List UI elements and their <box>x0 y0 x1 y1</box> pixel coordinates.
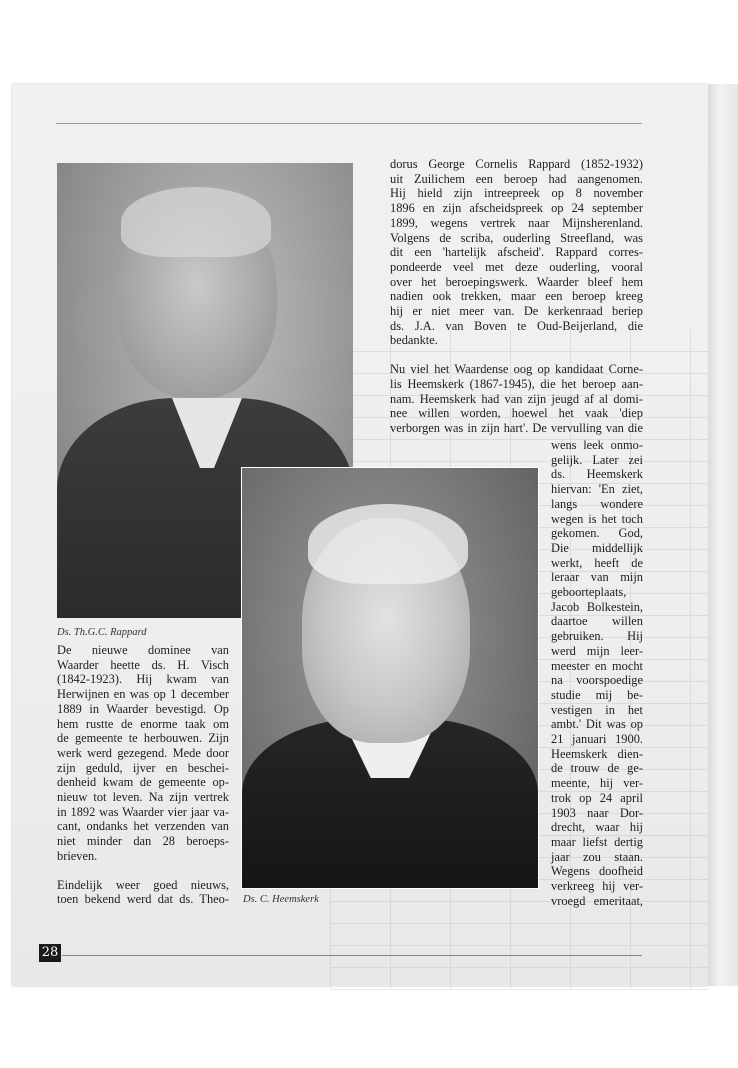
right-paragraph-1 <box>390 157 643 348</box>
right-paragraph-2 <box>390 362 643 436</box>
text-line: ds. Heemskerk <box>551 467 643 482</box>
text-line: bedankte. <box>390 333 438 348</box>
text-line: (1842-1923). Hij kwam van <box>57 672 229 687</box>
text-line: vestigen in het <box>551 702 643 717</box>
text-line: zijn geduld, ijver en beschei- <box>57 760 229 775</box>
text-line: 21 januari 1900. <box>551 732 643 747</box>
text-line: studie mij be- <box>551 687 643 702</box>
text-line: daartoe willen <box>551 614 643 629</box>
text-line: hiervan: 'En ziet, <box>551 482 643 497</box>
text-line: Eindelijk weer goed nieuws, <box>57 877 229 892</box>
text-line: wegen is het toch <box>551 511 643 526</box>
text-line: 1889 in Waarder bevestigd. Op <box>57 701 229 716</box>
text-line: Nu viel het Waardense oog op kandidaat Corne- <box>390 362 643 377</box>
text-line: cant, ondanks het verzenden van <box>57 819 229 834</box>
text-line: dit een 'hartelijk afscheid'. Rappard corres- <box>390 245 643 260</box>
text-line: maar liefst dertig <box>551 834 643 849</box>
text-line: meester en mocht <box>551 658 643 673</box>
text-line: leraar van mijn <box>551 570 643 585</box>
text-line: nadien ook trekken, maar een beroep kreeg <box>390 289 643 304</box>
text-line: werkt, heeft de <box>551 555 643 570</box>
text-line: na voorspoedige <box>551 673 643 688</box>
text-line: geboorteplaats, <box>551 585 627 600</box>
text-line: Waarder heette ds. H. Visch <box>57 657 229 672</box>
text-line: werd mijn leer- <box>551 643 643 658</box>
text-line: drecht, waar hij <box>551 820 643 835</box>
top-rule <box>56 123 642 124</box>
text-line: 1896 en zijn afscheidspreek op 24 september <box>390 201 643 216</box>
left-column-text <box>57 643 229 907</box>
right-narrow-column-text <box>551 438 643 909</box>
page-number: 28 <box>39 944 61 962</box>
text-line: toen bekend werd dat ds. Theo- <box>57 892 229 907</box>
text-line: 1903 naar Dor- <box>551 805 643 820</box>
bottom-rule <box>62 955 642 956</box>
text-line: meente, hij ver- <box>551 776 643 791</box>
text-line: gekomen. God, <box>551 526 643 541</box>
text-line: 1899, wegens vertrek naar Mijnsherenland. <box>390 215 643 230</box>
text-line: ambt.' Dit was op <box>551 717 643 732</box>
text-line: hij er niet meer van. De kerkenraad beriep <box>390 304 643 319</box>
text-line: gelijk. Later zei <box>551 452 643 467</box>
text-line: niet minder dan 28 beroeps- <box>57 834 229 849</box>
text-line: de gemeente te herbouwen. Zijn <box>57 731 229 746</box>
text-line: vroegd emeritaat, <box>551 893 643 908</box>
text-line: over het beroepingswerk. Waarder bleef hem <box>390 274 643 289</box>
caption-rappard: Ds. Th.G.C. Rappard <box>57 627 147 638</box>
text-line: nam. Heemskerk had van zijn jeugd af al domi- <box>390 391 643 406</box>
text-line: Heemskerk dien- <box>551 746 643 761</box>
photo-heemskerk-hair <box>308 504 468 584</box>
left-paragraph-1 <box>57 643 229 864</box>
text-line: verborgen was in zijn hart'. De vervulling van die <box>390 420 643 435</box>
text-line: verkreeg hij ver- <box>551 879 643 894</box>
left-paragraph-2 <box>57 878 229 907</box>
text-line: wens leek onmo- <box>551 438 643 452</box>
text-line: Volgens de scriba, ouderling Streefland, was <box>390 230 643 245</box>
text-line: denheid kwam de gemeente op- <box>57 775 229 790</box>
text-line: brieven. <box>57 848 98 863</box>
text-line: lis Heemskerk (1867-1945), die het beroep aan- <box>390 376 643 391</box>
photo-heemskerk <box>241 467 539 889</box>
right-column-text <box>390 157 643 436</box>
text-line: uit Zuilichem een beroep had aangenomen. <box>390 171 643 186</box>
caption-heemskerk: Ds. C. Heemskerk <box>243 894 319 905</box>
photo-rappard-hair <box>121 187 271 257</box>
text-line: nee willen worden, hoewel het vaak 'diep <box>390 406 643 421</box>
text-line: de trouw de ge- <box>551 761 643 776</box>
text-line: langs wondere <box>551 496 643 511</box>
text-line: Jacob Bolkestein, <box>551 599 643 614</box>
text-line: Die middellijk <box>551 540 643 555</box>
page-edge <box>708 84 738 986</box>
text-line: trok op 24 april <box>551 790 643 805</box>
text-line: dorus George Cornelis Rappard (1852-1932) <box>390 157 643 171</box>
text-line: Herwijnen en was op 1 december <box>57 687 229 702</box>
text-line: jaar zou staan. <box>551 849 643 864</box>
text-line: gebruiken. Hij <box>551 629 643 644</box>
text-line: De nieuwe dominee van <box>57 643 229 657</box>
text-line: Wegens doofheid <box>551 864 643 879</box>
text-line: pondeerde veel met deze ouderling, vooral <box>390 259 643 274</box>
text-line: nieuw tot leven. Na zijn vertrek <box>57 790 229 805</box>
text-line: hem rustte de enorme taak om <box>57 716 229 731</box>
text-line: in 1892 was Waarder vier jaar va- <box>57 804 229 819</box>
text-line: ds. J.A. van Boven te Oud-Beijerland, die <box>390 318 643 333</box>
text-line: werk werd gezegend. Mede door <box>57 745 229 760</box>
text-line: Hij hield zijn intreepreek op 8 november <box>390 186 643 201</box>
